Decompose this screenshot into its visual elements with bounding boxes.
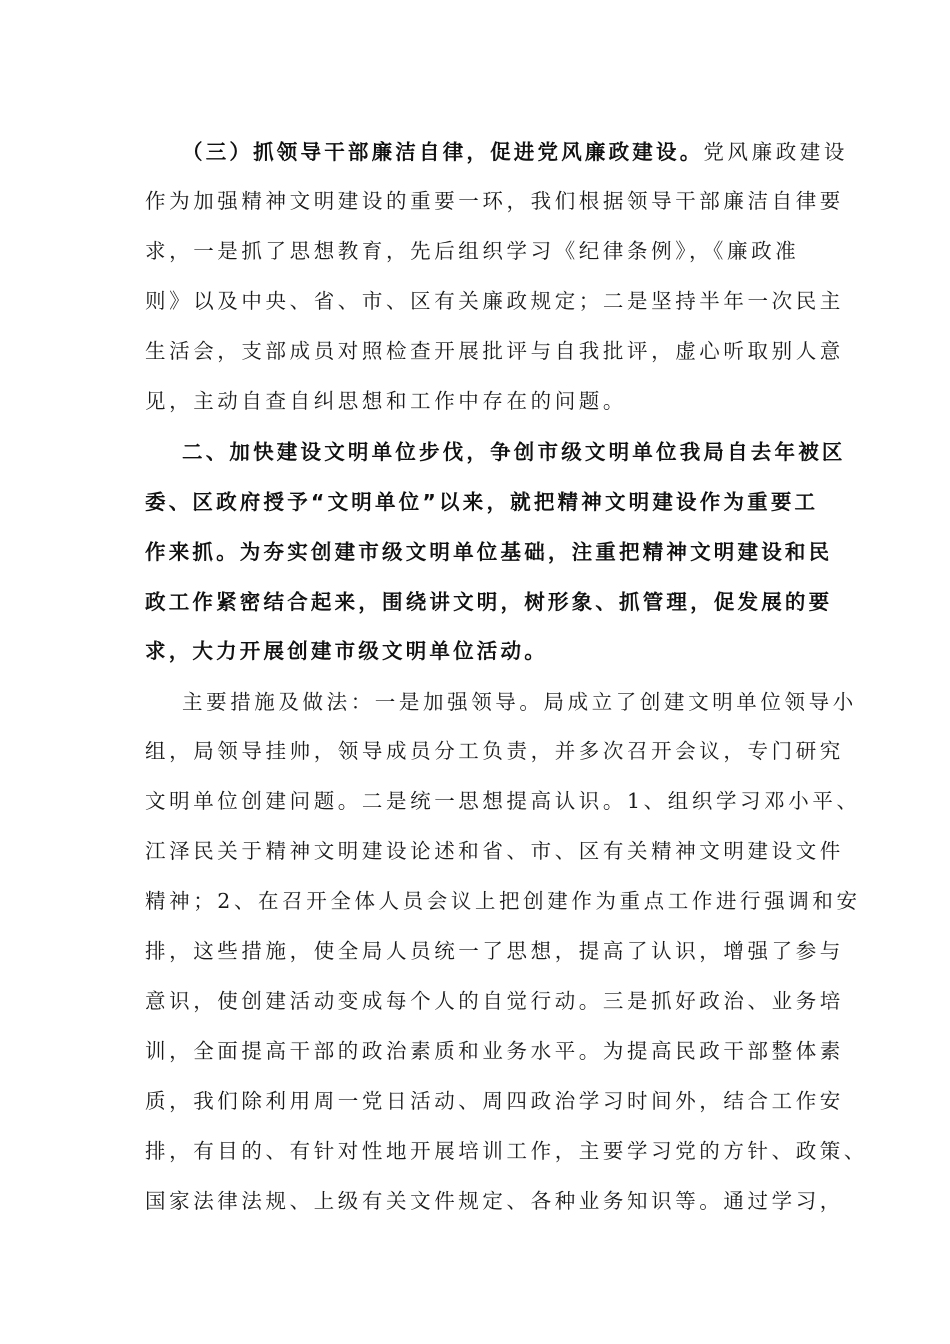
section-heading: （三）抓领导干部廉洁自律，促进党风廉政建设。 bbox=[182, 140, 704, 164]
paragraph-line: 见，主动自查自纠思想和工作中存在的问题。 bbox=[145, 389, 627, 413]
paragraph-line: （三）抓领导干部廉洁自律，促进党风廉政建设。党风廉政建设 bbox=[182, 140, 849, 164]
bold-section-line: 作来抓。为夯实创建市级文明单位基础，注重把精神文明建设和民 bbox=[145, 540, 833, 564]
bold-section-line: 求，大力开展创建市级文明单位活动。 bbox=[145, 639, 548, 663]
paragraph-line: 训，全面提高干部的政治素质和业务水平。为提高民政干部整体素 bbox=[145, 1039, 844, 1063]
paragraph-line: 组，局领导挂帅，领导成员分工负责，并多次召开会议，专门研究 bbox=[145, 739, 844, 763]
paragraph-line: 意识，使创建活动变成每个人的自觉行动。三是抓好政治、业务培 bbox=[145, 989, 844, 1013]
paragraph-line: 精神；2、在召开全体人员会议上把创建作为重点工作进行强调和安 bbox=[145, 889, 861, 913]
paragraph-line: 作为加强精神文明建设的重要一环，我们根据领导干部廉洁自律要 bbox=[145, 189, 844, 213]
bold-section-line: 政工作紧密结合起来，围绕讲文明，树形象、抓管理，促发展的要 bbox=[145, 590, 833, 614]
paragraph-line: 主要措施及做法：一是加强领导。局成立了创建文明单位领导小 bbox=[182, 690, 857, 714]
paragraph-line: 质，我们除利用周一党日活动、周四政治学习时间外，结合工作安 bbox=[145, 1089, 844, 1113]
bold-section-line: 委、区政府授予“文明单位”以来，就把精神文明建设作为重要工 bbox=[145, 490, 819, 514]
paragraph-line: 国家法律法规、上级有关文件规定、各种业务知识等。通过学习， bbox=[145, 1189, 844, 1213]
paragraph-line: 生活会，支部成员对照检查开展批评与自我批评，虚心听取别人意 bbox=[145, 339, 844, 363]
paragraph-line: 排，这些措施，使全局人员统一了思想，提高了认识，增强了参与 bbox=[145, 939, 844, 963]
paragraph-line: 排，有目的、有针对性地开展培训工作，主要学习党的方针、政策、 bbox=[145, 1139, 868, 1163]
paragraph-line: 求，一是抓了思想教育，先后组织学习《纪律条例》，《廉政准 bbox=[145, 239, 800, 263]
bold-section-line: 二、加快建设文明单位步伐，争创市级文明单位我局自去年被区 bbox=[182, 440, 846, 464]
paragraph-line: 则》以及中央、省、市、区有关廉政规定；二是坚持半年一次民主 bbox=[145, 289, 844, 313]
paragraph-line: 文明单位创建问题。二是统一思想提高认识。1、组织学习邓小平、 bbox=[145, 789, 861, 813]
paragraph-line: 江泽民关于精神文明建设论述和省、市、区有关精神文明建设文件 bbox=[145, 839, 844, 863]
